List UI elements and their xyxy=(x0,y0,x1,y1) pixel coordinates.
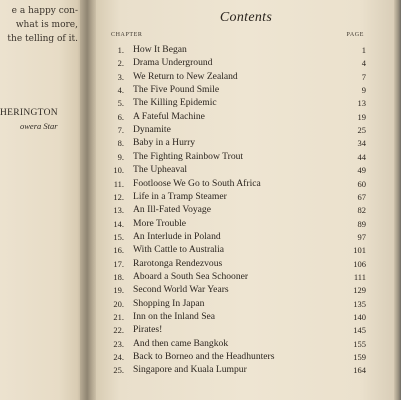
chapter-number: 7. xyxy=(117,125,124,136)
left-page-text-line: what is more, xyxy=(15,20,78,30)
chapter-title: Footloose We Go to South Africa xyxy=(133,177,261,189)
page-number: 4 xyxy=(361,58,366,69)
chapter-title: Rarotonga Rendezvous xyxy=(133,257,223,269)
chapter-number: 21. xyxy=(113,312,124,322)
page-number: 111 xyxy=(353,271,366,282)
toc-entry xyxy=(96,124,396,137)
toc-entry xyxy=(96,111,396,124)
chapter-title: The Five Pound Smile xyxy=(133,84,220,95)
toc-entry xyxy=(96,151,396,164)
chapter-title: With Cattle to Australia xyxy=(133,244,225,256)
toc-entry xyxy=(96,84,396,97)
chapter-title: Aboard a South Sea Schooner xyxy=(133,270,249,282)
chapter-title: We Return to New Zealand xyxy=(133,70,238,82)
toc-entry xyxy=(96,137,396,150)
toc-entry xyxy=(96,97,396,110)
chapter-number: 18. xyxy=(113,271,124,282)
chapter-number: 5. xyxy=(117,98,124,109)
chapter-title: Singapore and Kuala Lumpur xyxy=(133,364,247,376)
left-page xyxy=(0,0,84,400)
chapter-number: 24. xyxy=(113,352,124,363)
page-number: 60 xyxy=(357,178,366,189)
chapter-number: 3. xyxy=(117,71,124,82)
toc-entry xyxy=(96,351,396,364)
toc-entry xyxy=(96,164,396,177)
toc-entry xyxy=(96,271,396,284)
toc-entry xyxy=(96,44,396,57)
chapter-title: An Interlude in Poland xyxy=(133,230,221,242)
chapter-title: The Killing Epidemic xyxy=(133,97,217,109)
toc-entry xyxy=(96,298,396,311)
chapter-number: 14. xyxy=(113,218,124,229)
chapter-title: The Upheaval xyxy=(133,164,188,176)
toc-entry xyxy=(96,178,396,191)
chapter-number: 13. xyxy=(113,205,124,216)
page-number: 67 xyxy=(357,191,366,202)
page-number: 1 xyxy=(361,45,366,55)
toc-entry xyxy=(96,364,396,377)
chapter-number: 9. xyxy=(117,151,124,162)
page-number: 159 xyxy=(353,352,366,363)
chapter-number: 22. xyxy=(113,325,124,336)
chapter-title: And then came Bangkok xyxy=(133,337,229,349)
chapter-number: 12. xyxy=(113,191,124,202)
contents-title: Contents xyxy=(219,10,273,25)
page-number: 106 xyxy=(353,258,366,269)
chapter-title: A Fateful Machine xyxy=(133,110,205,122)
toc-entry xyxy=(96,338,396,351)
chapter-number: 25. xyxy=(113,365,124,376)
page-column-header: PAGE xyxy=(346,32,364,38)
page-number: 129 xyxy=(353,285,366,296)
chapter-number: 2. xyxy=(117,58,124,69)
chapter-number: 8. xyxy=(117,138,124,149)
chapter-title: Pirates! xyxy=(133,324,163,336)
left-page-text-line: e a happy con- xyxy=(11,6,78,16)
chapter-number: 1. xyxy=(117,45,124,55)
page-number: 164 xyxy=(353,365,366,376)
page-number: 140 xyxy=(353,312,366,322)
toc-entry xyxy=(96,191,396,204)
page-number: 135 xyxy=(353,298,366,309)
toc-entry xyxy=(96,231,396,244)
page-number: 101 xyxy=(353,245,366,256)
chapter-number: 17. xyxy=(113,258,124,269)
page-number: 89 xyxy=(357,218,366,229)
chapter-title: Shopping In Japan xyxy=(133,297,205,309)
chapter-number: 11. xyxy=(113,178,124,189)
chapter-number: 6. xyxy=(117,111,124,122)
toc-entry xyxy=(96,71,396,84)
chapter-title: An Ill-Fated Voyage xyxy=(133,204,211,216)
page-number: 25 xyxy=(357,125,366,136)
toc-entry xyxy=(96,258,396,271)
page-number: 34 xyxy=(357,138,366,149)
page-number: 7 xyxy=(361,71,366,82)
page-number: 155 xyxy=(353,338,366,349)
toc-entry xyxy=(96,284,396,297)
chapter-number: 16. xyxy=(113,245,124,256)
chapter-title: Second World War Years xyxy=(133,284,229,296)
page-number: 145 xyxy=(353,325,366,336)
left-page-author: HERINGTON xyxy=(0,108,58,118)
toc-entry xyxy=(96,218,396,231)
chapter-number: 15. xyxy=(113,231,124,242)
chapter-title: The Fighting Rainbow Trout xyxy=(133,150,244,162)
chapter-column-header: CHAPTER xyxy=(111,32,143,38)
toc-entry xyxy=(96,57,396,70)
left-page-subtitle: owera Star xyxy=(20,121,58,131)
chapter-number: 23. xyxy=(113,338,124,349)
chapter-title: How It Began xyxy=(133,44,187,55)
page-number: 19 xyxy=(357,111,366,122)
chapter-title: Drama Underground xyxy=(133,57,213,69)
left-page-text-line: the telling of it. xyxy=(7,34,78,44)
toc-entry xyxy=(96,311,396,324)
chapter-number: 4. xyxy=(117,85,124,95)
chapter-title: Dynamite xyxy=(133,124,171,136)
page-number: 9 xyxy=(361,85,366,95)
toc-entry xyxy=(96,244,396,257)
chapter-title: Baby in a Hurry xyxy=(133,137,196,149)
chapter-title: Life in a Tramp Steamer xyxy=(133,190,227,202)
page-number: 82 xyxy=(357,205,366,216)
page-number: 44 xyxy=(357,151,366,162)
page-number: 49 xyxy=(357,165,366,176)
toc-entry xyxy=(96,204,396,217)
chapter-title: Inn on the Inland Sea xyxy=(133,311,216,322)
page-number: 13 xyxy=(357,98,366,109)
chapter-title: Back to Borneo and the Headhunters xyxy=(133,351,275,363)
chapter-number: 20. xyxy=(113,298,124,309)
toc-entry xyxy=(96,324,396,337)
chapter-number: 10. xyxy=(113,165,124,176)
chapter-title: More Trouble xyxy=(133,217,187,229)
page-number: 97 xyxy=(357,231,366,242)
chapter-number: 19. xyxy=(113,285,124,296)
